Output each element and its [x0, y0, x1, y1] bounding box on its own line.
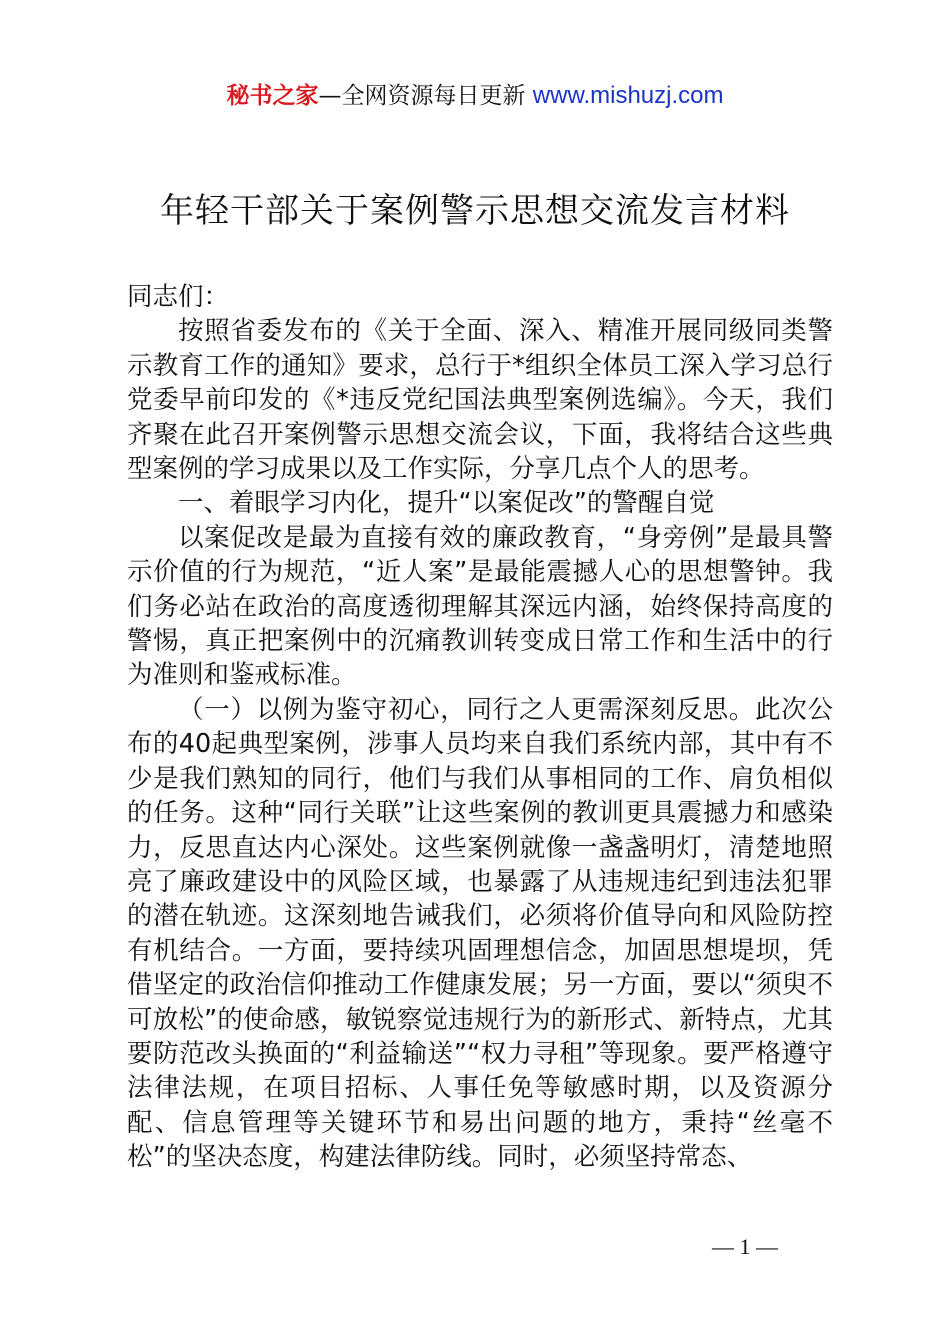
- salutation: 同志们：: [127, 282, 230, 312]
- document-body: [127, 280, 833, 1175]
- banner-url-link[interactable]: www.mishuzj.com: [532, 82, 724, 109]
- paragraph: 按照省委发布的《关于全面、深入、精准开展同级同类警示教育工作的通知》要求，总行于*组织全体员工深入学习总行党委早前印发的《*违反党纪国法典型案例选编》。今天，我们齐聚在此召开案例警示思想交流会议，下面，我将结合这些典型案例的学习成果以及工作实际，分享几点个人的思考。: [127, 316, 833, 485]
- paragraph: 以案促改是最为直接有效的廉政教育，“身旁例”是最具警示价值的行为规范，“近人案”是最能震撼人心的思想警钟。我们务必站在政治的高度透彻理解其深远内涵，始终保持高度的警惕，真正把案例中的沉痛教训转变成日常工作和生活中的行为准则和鉴戒标准。: [127, 522, 833, 691]
- site-banner: [0, 80, 950, 112]
- banner-tagline: —全网资源每日更新: [318, 83, 533, 109]
- document-title: 年轻干部关于案例警示思想交流发言材料: [160, 191, 790, 231]
- banner-brand: 秘书之家: [226, 83, 319, 109]
- paragraph: （一）以例为鉴守初心，同行之人更需深刻反思。此次公布的40起典型案例，涉事人员均来自我们系统内部，其中有不少是我们熟知的同行，他们与我们从事相同的工作、肩负相似的任务。这种“同行关联”让这些案例的教训更具震撼力和感染力，反思直达内心深处。这些案例就像一盏盏明灯，清楚地照亮了廉政建设中的风险区域，也暴露了从违规违纪到违法犯罪的潜在轨迹。这深刻地告诫我们，必须将价值导向和风险防控有机结合。一方面，要持续巩固理想信念，加固思想堤坝，凭借坚定的政治信仰推动工作健康发展；另一方面，要以“须臾不可放松”的使命感，敏锐察觉违规行为的新形式、新特点，尤其要防范改头换面的“利益输送”“权力寻租”等现象。要严格遵守法律法规，在项目招标、人事任免等敏感时期，以及资源分配、信息管理等关键环节和易出问题的地方，秉持“丝毫不松”的坚决态度，构建法律防线。同时，必须坚持常态、: [127, 694, 833, 1173]
- page-number: — 1 —: [712, 1234, 778, 1259]
- section-heading: 一、着眼学习内化，提升“以案促改”的警醒自觉: [178, 488, 715, 519]
